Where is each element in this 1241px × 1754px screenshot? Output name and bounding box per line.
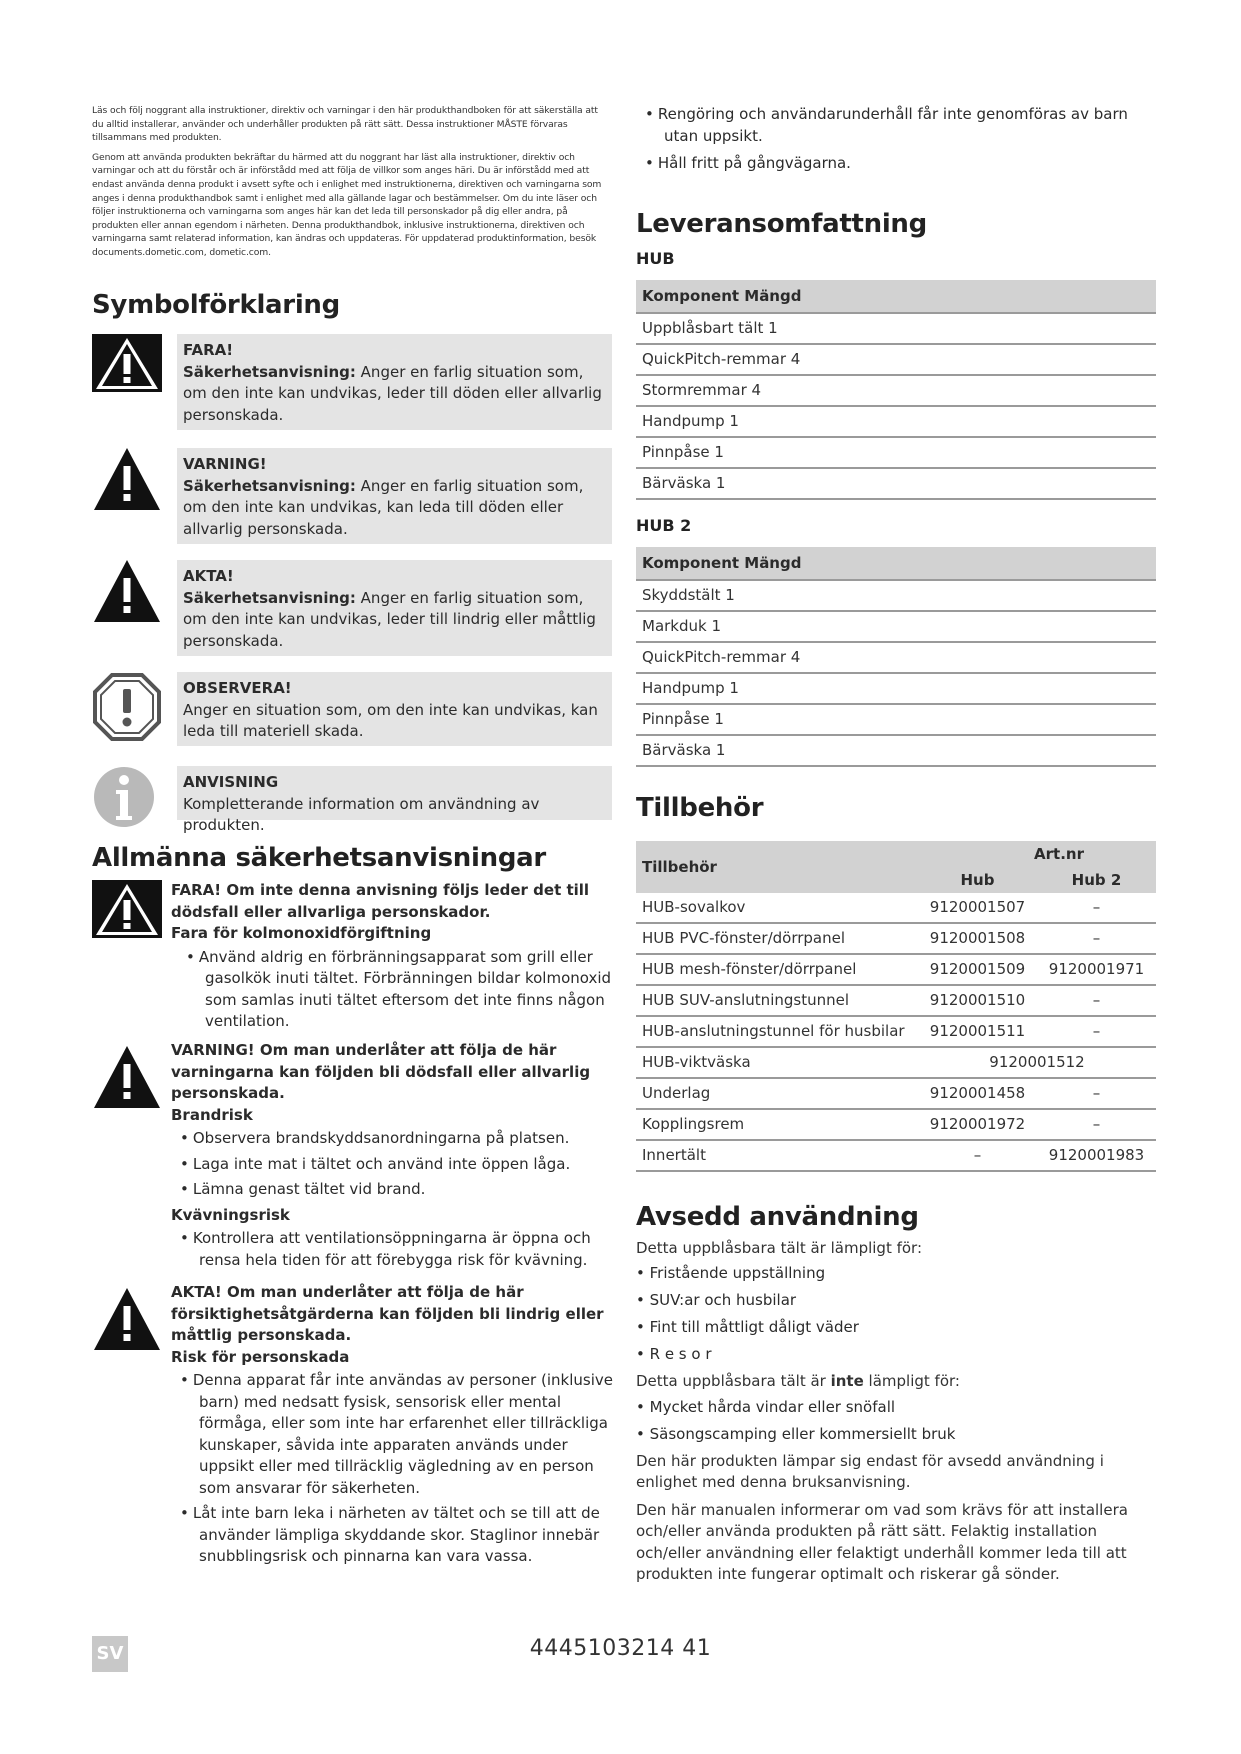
table-header: Hub xyxy=(918,867,1037,893)
table-cell: – xyxy=(1037,1016,1156,1047)
symbol-head: FARA! xyxy=(183,341,234,359)
table-row xyxy=(636,437,1156,468)
table-cell: HUB-viktväska xyxy=(636,1047,918,1078)
table-cell: – xyxy=(1037,1078,1156,1109)
table-row xyxy=(636,642,1156,673)
symbol-text: Kompletterande information om användning av produkten. xyxy=(183,794,540,834)
list-item: • R e s o r xyxy=(636,1344,1156,1365)
accessories-title: Tillbehör xyxy=(636,792,764,823)
safety-akta-sub: Risk för personskada xyxy=(171,1347,350,1366)
delivery-hub2-label: HUB 2 xyxy=(636,515,692,535)
delivery-hub-label: HUB xyxy=(636,248,675,268)
symbol-lead: Säkerhetsanvisning: xyxy=(183,476,356,495)
table-row xyxy=(636,923,1156,954)
safety-akta-body xyxy=(171,1282,617,1572)
table-cell: 9120001512 xyxy=(918,1047,1156,1078)
delivery-hub2-table xyxy=(636,547,1156,767)
safety-fara-body xyxy=(171,880,617,1037)
list-item: • Låt inte barn leka i närheten av tältet och se till att de använder lämpliga skyddande skor. Staglinor innebär snubblingsrisk och pinnarna kan vara vassa. xyxy=(171,1503,617,1568)
list-item: • Använd aldrig en förbränningsapparat som grill eller gasolkök inuti tältet. Förbränningen bildar kolmonoxid som samlas inuti tältet eftersom det inte finns någon ventilation. xyxy=(177,947,617,1033)
safety-fara-heading: FARA! Om inte denna anvisning följs leder det till dödsfall eller allvarliga personskador. xyxy=(171,881,590,921)
table-cell: Handpump 1 xyxy=(636,406,1156,437)
safety-varning-sub1: Brandrisk xyxy=(171,1105,253,1124)
list-item: • Fristående uppställning xyxy=(636,1263,1156,1284)
table-cell: Kopplingsrem xyxy=(636,1109,918,1140)
table-cell: Skyddstält 1 xyxy=(636,580,1156,611)
table-cell: 9120001508 xyxy=(918,923,1037,954)
table-cell: – xyxy=(1037,923,1156,954)
intended-suitable-list xyxy=(636,1263,1156,1365)
list-item: • Säsongscamping eller kommersiellt bruk xyxy=(636,1424,1156,1445)
table-row xyxy=(636,735,1156,766)
symbol-box-fara xyxy=(177,334,612,430)
caution-triangle-icon xyxy=(92,1288,162,1352)
intro-paragraph-1: Läs och följ noggrant alla instruktioner, direktiv och varningar i den här produkthandboken för att säkerställa att du alltid installerar, använder och underhåller produkten på rätt sätt. Dessa instruktioner MÅSTE förvaras tillsammans med produkten. xyxy=(92,105,598,144)
delivery-hub-table xyxy=(636,280,1156,500)
table-cell: Bärväska 1 xyxy=(636,468,1156,499)
symbol-box-observera xyxy=(177,672,612,746)
symbol-head: ANVISNING xyxy=(183,773,279,791)
list-item: • Kontrollera att ventilationsöppningarna är öppna och rensa hela tiden för att förebygga risk för kvävning. xyxy=(171,1228,617,1271)
list-item: • Laga inte mat i tältet och använd inte öppen låga. xyxy=(171,1154,617,1176)
list-item: • Fint till måttligt dåligt väder xyxy=(636,1317,1156,1338)
table-header: Komponent Mängd xyxy=(636,547,1156,580)
table-cell: 9120001511 xyxy=(918,1016,1037,1047)
safety-title: Allmänna säkerhetsanvisningar xyxy=(92,843,546,873)
symbols-title: Symbolförklaring xyxy=(92,290,340,320)
table-cell: Pinnpåse 1 xyxy=(636,437,1156,468)
info-icon xyxy=(92,762,162,832)
table-header: Art.nr xyxy=(918,841,1156,867)
safety-fara-sub: Fara för kolmonoxidförgiftning xyxy=(171,924,432,942)
list-item: • SUV:ar och husbilar xyxy=(636,1290,1156,1311)
symbols-section xyxy=(92,290,612,320)
table-row xyxy=(636,1109,1156,1140)
table-row xyxy=(636,1140,1156,1171)
delivery-title: Leveransomfattning xyxy=(636,208,927,239)
intended-paragraph-1: Den här produkten lämpar sig endast för avsedd användning i enlighet med denna bruksanvisning. xyxy=(636,1451,1104,1491)
safety-varning-bullets2 xyxy=(171,1228,617,1271)
list-item: • Observera brandskyddsanordningarna på platsen. xyxy=(171,1128,617,1150)
warning-triangle-icon xyxy=(92,1046,162,1110)
intended-unsuitable-intro xyxy=(636,1371,1156,1393)
table-row xyxy=(636,611,1156,642)
emphasis: inte xyxy=(830,1372,864,1390)
symbol-lead: Säkerhetsanvisning: xyxy=(183,362,356,381)
table-cell: Pinnpåse 1 xyxy=(636,704,1156,735)
safety-varning-bullets1 xyxy=(171,1128,617,1201)
table-cell: HUB-sovalkov xyxy=(636,893,918,923)
list-item: • Rengöring och användarunderhåll får inte genomföras av barn utan uppsikt. xyxy=(636,104,1156,147)
table-row xyxy=(636,375,1156,406)
list-item: • Mycket hårda vindar eller snöfall xyxy=(636,1397,1156,1418)
right-column xyxy=(636,104,1156,1586)
symbol-text: Anger en farlig situation som, om den inte kan undvikas, leder till lindrig eller måttlig personskada. xyxy=(183,588,596,650)
symbol-head: VARNING! xyxy=(183,455,267,473)
table-cell: Handpump 1 xyxy=(636,673,1156,704)
notice-octagon-icon xyxy=(92,672,162,742)
table-row xyxy=(636,313,1156,344)
right-top-bullets xyxy=(636,104,1156,175)
symbol-box-anvisning xyxy=(177,766,612,834)
table-header: Komponent Mängd xyxy=(636,280,1156,313)
symbol-head: OBSERVERA! xyxy=(183,679,292,697)
caution-triangle-icon xyxy=(92,560,162,630)
left-column xyxy=(92,104,612,266)
list-item: • Håll fritt på gångvägarna. xyxy=(636,153,1156,175)
table-cell: HUB SUV-anslutningstunnel xyxy=(636,985,918,1016)
symbol-lead: Säkerhetsanvisning: xyxy=(183,588,356,607)
table-row xyxy=(636,673,1156,704)
symbol-text: Anger en farlig situation som, om den inte kan undvikas, kan leda till döden eller allvarlig personskada. xyxy=(183,476,584,538)
table-row xyxy=(636,704,1156,735)
table-cell: Uppblåsbart tält 1 xyxy=(636,313,1156,344)
table-cell: QuickPitch-remmar 4 xyxy=(636,642,1156,673)
table-row xyxy=(636,580,1156,611)
safety-varning-heading: VARNING! Om man underlåter att följa de här varningarna kan följden bli dödsfall eller allvarlig personskada. xyxy=(171,1041,591,1102)
table-cell: 9120001971 xyxy=(1037,954,1156,985)
intended-suitable-intro: Detta uppblåsbara tält är lämpligt för: xyxy=(636,1238,923,1257)
table-row xyxy=(636,468,1156,499)
table-cell: Bärväska 1 xyxy=(636,735,1156,766)
table-header: Tillbehör xyxy=(636,841,918,893)
safety-section xyxy=(92,843,612,873)
table-cell: 9120001458 xyxy=(918,1078,1037,1109)
danger-warning-icon xyxy=(92,880,162,944)
page-number: 4445103214 41 xyxy=(529,1636,712,1661)
table-row xyxy=(636,344,1156,375)
table-cell: Stormremmar 4 xyxy=(636,375,1156,406)
table-cell: – xyxy=(1037,893,1156,923)
table-cell: 9120001983 xyxy=(1037,1140,1156,1171)
list-item: • Denna apparat får inte användas av personer (inklusive barn) med nedsatt fysisk, sensorisk eller mental förmåga, eller som inte har erfarenhet eller tillräckliga kunskaper, såvida inte apparaten används under uppsikt eller med tillräcklig vägledning av en person som ansvarar för säkerheten. xyxy=(171,1370,617,1499)
table-row xyxy=(636,1047,1156,1078)
table-cell: Innertält xyxy=(636,1140,918,1171)
text-span: lämpligt för: xyxy=(863,1372,960,1390)
symbol-text: Anger en situation som, om den inte kan undvikas, kan leda till materiell skada. xyxy=(183,700,598,740)
table-cell: HUB mesh-fönster/dörrpanel xyxy=(636,954,918,985)
safety-akta-bullets xyxy=(171,1370,617,1568)
table-cell: HUB PVC-fönster/dörrpanel xyxy=(636,923,918,954)
intended-unsuitable-list xyxy=(636,1397,1156,1445)
table-cell: HUB-anslutningstunnel för husbilar xyxy=(636,1016,918,1047)
table-cell: – xyxy=(918,1140,1037,1171)
intended-title: Avsedd användning xyxy=(636,1201,919,1232)
list-item: • Lämna genast tältet vid brand. xyxy=(171,1179,617,1201)
table-cell: Underlag xyxy=(636,1078,918,1109)
table-cell: – xyxy=(1037,1109,1156,1140)
symbol-box-varning xyxy=(177,448,612,544)
symbol-text: Anger en farlig situation som, om den inte kan undvikas, leder till döden eller allvarlig personskada. xyxy=(183,362,602,424)
text-span: Detta uppblåsbara tält är xyxy=(636,1372,831,1390)
warning-triangle-icon xyxy=(92,448,162,518)
safety-varning-sub2: Kvävningsrisk xyxy=(171,1205,290,1224)
safety-fara-bullets xyxy=(177,947,617,1033)
table-cell: Markduk 1 xyxy=(636,611,1156,642)
table-row xyxy=(636,1016,1156,1047)
table-cell: – xyxy=(1037,985,1156,1016)
table-row xyxy=(636,893,1156,923)
table-row xyxy=(636,985,1156,1016)
table-cell: 9120001509 xyxy=(918,954,1037,985)
table-cell: QuickPitch-remmar 4 xyxy=(636,344,1156,375)
symbol-head: AKTA! xyxy=(183,567,234,585)
table-cell: 9120001972 xyxy=(918,1109,1037,1140)
table-cell: 9120001507 xyxy=(918,893,1037,923)
table-cell: 9120001510 xyxy=(918,985,1037,1016)
table-header: Hub 2 xyxy=(1037,867,1156,893)
table-row xyxy=(636,954,1156,985)
safety-varning-body xyxy=(171,1040,617,1275)
table-row xyxy=(636,1078,1156,1109)
language-badge: SV xyxy=(92,1636,128,1672)
danger-warning-icon xyxy=(92,334,162,404)
accessories-table xyxy=(636,841,1156,1172)
symbol-box-akta xyxy=(177,560,612,656)
safety-akta-heading: AKTA! Om man underlåter att följa de här försiktighetsåtgärderna kan följden bli lindrig eller måttlig personskada. xyxy=(171,1283,604,1344)
intended-paragraph-2: Den här manualen informerar om vad som krävs för att installera och/eller använda produkten på rätt sätt. Felaktig installation och/eller användning eller felaktigt underhåll kommer leda till att produkten inte fungerar optimalt och riskerar gå sönder. xyxy=(636,1500,1128,1583)
table-row xyxy=(636,406,1156,437)
intro-paragraph-2: Genom att använda produkten bekräftar du härmed att du noggrant har läst alla instruktioner, direktiv och varningar och att du förstår och är införstådd med att följa de villkor som anges häri. Du är införstådd med att endast använda denna produkt i avsett syfte och i enlighet med instruktionerna, direktiven och varningarna som anges i denna produkthandbok samt i enlighet med alla gällande lagar och bestämmelser. Om du inte läser och följer instruktionerna och varningarna som anges här kan det leda till personskador på dig eller andra, på produkten eller annan egendom i närheten. Denna produkthandbok, inklusive instruktionerna, direktiven och varningarna samt relaterad information, kan ändras och uppdateras. För uppdaterad produktinformation, besök documents.dometic.com, dometic.com. xyxy=(92,151,602,258)
